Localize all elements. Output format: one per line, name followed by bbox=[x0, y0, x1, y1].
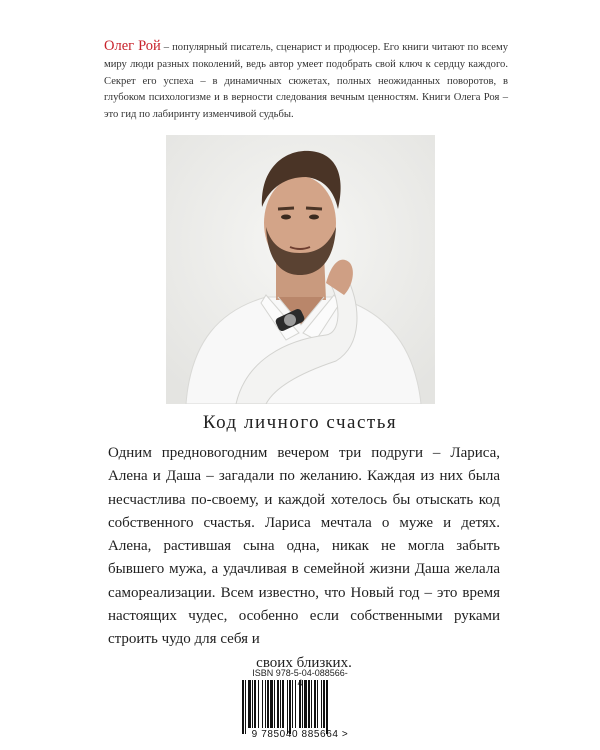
barcode-bar bbox=[299, 680, 301, 728]
barcode-bar bbox=[321, 680, 322, 728]
isbn-label: ISBN 978-5-04-088566- bbox=[252, 668, 348, 678]
author-photo bbox=[166, 135, 435, 404]
barcode-bar bbox=[295, 680, 296, 728]
barcode-bar bbox=[302, 680, 303, 728]
barcode-bar bbox=[267, 680, 269, 728]
author-bio-text: – популярный писатель, сценарист и продюсер. Его книги читают по всему миру люди разных поколений, ведь автор умеет подобрать свой ключ к сердцу каждого. Секрет его успеха – в динамичных сюжетах, полных неожиданных поворотов, в глубоком психологизме и в верности следования вечным ценностям. Книги Олега Роя – это гид по лабиринту изменчивой судьбы. bbox=[104, 42, 509, 121]
barcode-bar bbox=[242, 680, 244, 734]
barcode-bar bbox=[323, 680, 325, 728]
book-description bbox=[108, 442, 500, 675]
author-name: Олег Рой bbox=[104, 38, 161, 54]
barcode-bar bbox=[277, 680, 279, 728]
book-description-last-line: своих близких. bbox=[256, 654, 352, 671]
barcode-bar bbox=[258, 680, 259, 728]
barcode-bar bbox=[317, 680, 318, 728]
barcode-bar bbox=[326, 680, 328, 734]
barcode-bar bbox=[262, 680, 263, 728]
barcode-bar bbox=[282, 680, 284, 728]
author-portrait-illustration bbox=[166, 135, 435, 404]
author-bio bbox=[104, 38, 508, 124]
barcode-bar bbox=[248, 680, 251, 728]
barcode-bar bbox=[265, 680, 266, 728]
barcode-bar bbox=[311, 680, 312, 728]
barcode-bar bbox=[252, 680, 253, 728]
book-title: Код личного счастья bbox=[202, 412, 398, 433]
barcode-bars bbox=[238, 680, 362, 728]
barcode-bar bbox=[304, 680, 307, 728]
barcode-bar bbox=[274, 680, 275, 728]
barcode-bar bbox=[308, 680, 310, 728]
barcode-bar bbox=[314, 680, 316, 728]
barcode-bar bbox=[280, 680, 281, 728]
book-description-main: Одним предновогодним вечером три подруги – Лариса, Алена и Даша – загадали по желанию. Каждая из них была несчастлива по-своему, и каждой хотелось бы отыскать код собственного счастья. Лариса мечтала о муже и детях. Алена, растившая сына одна, никак не могла забыть бывшего мужа, а удачливая в семейной жизни Даша желала самореализации. Всем известно, что Новый год – это время настоящих чудес, особенно если собственными руками строить чудо для себя и bbox=[108, 445, 500, 648]
barcode-bar bbox=[289, 680, 291, 734]
barcode-bar bbox=[270, 680, 273, 728]
barcode-bar bbox=[254, 680, 256, 728]
barcode-number: 9 785040 885664 > bbox=[251, 729, 349, 740]
barcode-bar bbox=[245, 680, 246, 734]
barcode bbox=[238, 680, 362, 740]
barcode-bar bbox=[287, 680, 288, 734]
barcode-bar bbox=[292, 680, 293, 728]
